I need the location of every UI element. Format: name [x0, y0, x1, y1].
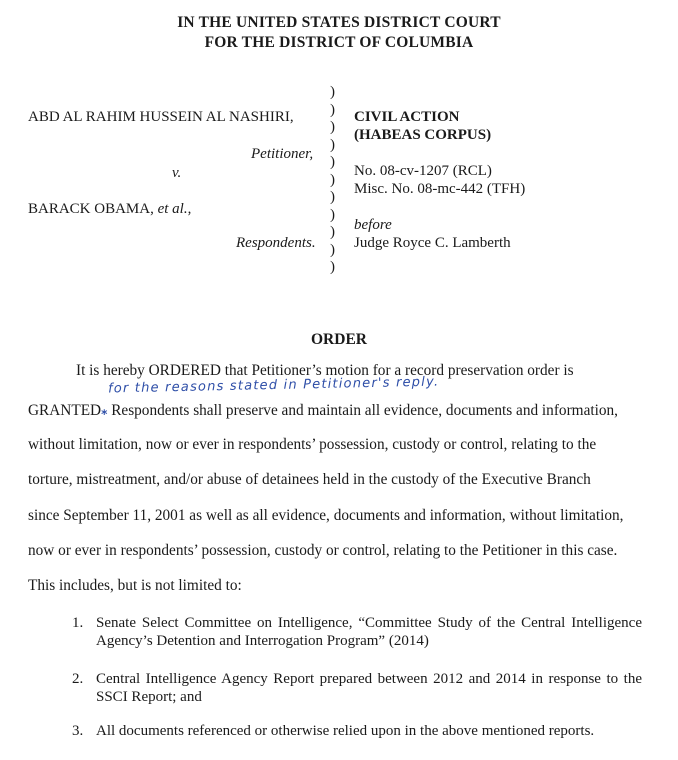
petitioner-name: ABD AL RAHIM HUSSEIN AL NASHIRI,	[28, 109, 294, 125]
caption-parenthesis-column: ) ) ) ) ) ) ) ) ) ) )	[330, 84, 335, 275]
court-name-line1: IN THE UNITED STATES DISTRICT COURT	[177, 14, 501, 31]
respondent-role: Respondents.	[236, 235, 316, 251]
order-line-3: without limitation, now or ever in respondents’ possession, custody or control, relating to the	[28, 436, 597, 453]
before-label: before	[354, 217, 392, 233]
list-item-text: All documents referenced or otherwise relied upon in the above mentioned reports.	[96, 723, 595, 739]
order-title: ORDER	[311, 331, 367, 348]
judge-name: Judge Royce C. Lamberth	[354, 235, 511, 251]
insertion-caret-mark: ⁎	[101, 404, 108, 418]
civil-action-label: CIVIL ACTION	[354, 109, 460, 125]
respondent-name: BARACK OBAMA, et al.,	[28, 201, 192, 217]
list-item-number: 2.	[72, 671, 84, 687]
order-line-7: This includes, but is not limited to:	[28, 577, 242, 594]
list-item	[72, 722, 642, 740]
order-line-5: since September 11, 2001 as well as all evidence, documents and information, without limitation,	[28, 507, 624, 524]
case-number: No. 08-cv-1207 (RCL)	[354, 163, 492, 179]
list-item-text: Central Intelligence Agency Report prepared between 2012 and 2014 in response to the SSCI Report; and	[96, 671, 642, 705]
list-item-number: 3.	[72, 723, 84, 739]
court-name-line2: FOR THE DISTRICT OF COLUMBIA	[204, 34, 474, 51]
petitioner-role: Petitioner,	[251, 146, 314, 162]
misc-case-number: Misc. No. 08-mc-442 (TFH)	[354, 181, 526, 197]
habeas-corpus-label: (HABEAS CORPUS)	[354, 127, 492, 143]
order-line-1: It is hereby ORDERED that Petitioner’s motion for a record preservation order is	[76, 362, 574, 379]
order-line-4: torture, mistreatment, and/or abuse of detainees held in the custody of the Executive Branch	[28, 471, 591, 488]
order-line-6: now or ever in respondents’ possession, custody or control, relating to the Petitioner in this case.	[28, 542, 618, 559]
versus: v.	[172, 165, 182, 181]
order-line-2: GRANTED⁎ Respondents shall preserve and maintain all evidence, documents and information,	[28, 402, 618, 419]
list-item-number: 1.	[72, 615, 84, 631]
list-item	[72, 670, 642, 706]
list-item	[72, 614, 642, 650]
list-item-text: Senate Select Committee on Intelligence, “Committee Study of the Central Intelligence Agency’s Detention and Interrogation Program” (2014)	[96, 615, 642, 649]
handwritten-insertion: for the reasons stated in Petitioner's reply.	[107, 374, 440, 397]
